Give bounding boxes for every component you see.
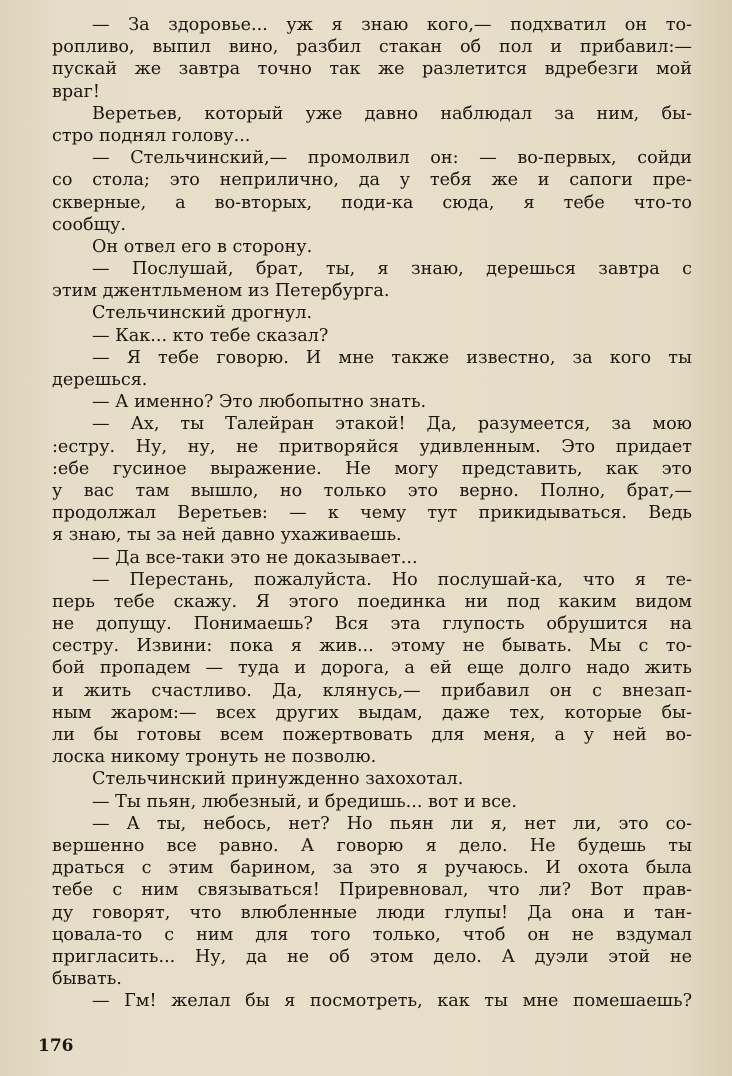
text-line: — Да все-таки это не доказывает...: [92, 547, 418, 568]
text-line: скверные, а во-вторых, поди-ка сюда, я тебе что-то: [52, 192, 692, 213]
text-line: ропливо, выпил вино, разбил стакан об пол и прибавил:—: [52, 37, 692, 58]
text-line: лоска никому тронуть не позволю.: [52, 747, 377, 768]
text-line: тебе с ним связываться! Приревновал, что ли? Вот прав-: [52, 880, 692, 901]
text-line: — Как... кто тебе сказал?: [92, 325, 329, 346]
text-line: пригласить... Ну, да не об этом дело. А дуэли этой не: [52, 946, 692, 967]
text-line: сестру. Извини: пока я жив... этому не бывать. Мы с то-: [52, 636, 692, 657]
text-line: со стола; это неприлично, да у тебя же и сапоги пре-: [52, 170, 692, 191]
text-line: сообщу.: [52, 214, 126, 235]
text-line: — За здоровье... уж я знаю кого,— подхватил он то-: [92, 15, 692, 35]
text-line: — Гм! желал бы я посмотреть, как ты мне помешаешь?: [92, 991, 692, 1012]
text-line: у вас там вышло, но только это верно. Полно, брат,—: [52, 480, 692, 501]
text-line: ду говорят, что влюбленные люди глупы! Да она и тан-: [52, 902, 692, 923]
body-text: [52, 14, 692, 1012]
text-line: не допущу. Понимаешь? Вся эта глупость обрушится на: [52, 614, 692, 635]
text-line: Он отвел его в сторону.: [92, 236, 313, 257]
text-line: — Перестань, пожалуйста. Но послушай-ка, что я те-: [92, 569, 692, 590]
text-line: и жить счастливо. Да, клянусь,— прибавил он с внезап-: [52, 680, 692, 701]
text-line: — Стельчинский,— промолвил он: — во-первых, сойди: [92, 148, 692, 169]
text-line: — А ты, небось, нет? Но пьян ли я, нет ли, это со-: [92, 813, 692, 834]
text-line: :ебе гусиное выражение. Не могу представить, как это: [52, 458, 692, 479]
text-line: цовала-то с ним для того только, чтоб он не вздумал: [52, 924, 692, 945]
text-line: :естру. Ну, ну, не притворяйся удивленным. Это придает: [52, 436, 692, 457]
text-line: — Ах, ты Талейран этакой! Да, разумеется, за мою: [92, 414, 692, 435]
text-line: ли бы готовы всем пожертвовать для меня, а у ней во-: [52, 725, 692, 745]
text-line: враг!: [52, 81, 100, 102]
text-line: этим джентльменом из Петербурга.: [52, 281, 390, 302]
text-line: — Послушай, брат, ты, я знаю, дерешься завтра с: [92, 259, 692, 280]
text-line: пускай же завтра точно так же разлетится вдребезги мой: [52, 59, 692, 80]
text-line: продолжал Веретьев: — к чему тут прикидываться. Ведь: [52, 503, 692, 524]
text-line: — А именно? Это любопытно знать.: [92, 392, 427, 413]
text-line: перь тебе скажу. Я этого поединка ни под каким видом: [52, 591, 692, 612]
text-line: — Ты пьян, любезный, и бредишь... вот и все.: [92, 791, 517, 812]
text-line: вершенно все равно. А говорю я дело. Не будешь ты: [52, 835, 692, 856]
text-line: — Я тебе говорю. И мне также известно, за кого ты: [92, 347, 692, 368]
text-line: бывать.: [52, 969, 122, 990]
text-line: Веретьев, который уже давно наблюдал за ним, бы-: [92, 103, 692, 124]
text-line: бой пропадем — туда и дорога, а ей еще долго надо жить: [52, 658, 692, 679]
text-line: Стельчинский принужденно захохотал.: [92, 769, 464, 790]
text-line: дерешься.: [52, 370, 148, 390]
text-line: ным жаром:— всех других выдам, даже тех, которые бы-: [52, 702, 692, 723]
page-number: 176: [38, 1036, 74, 1056]
text-line: драться с этим барином, за это я ручаюсь. И охота была: [52, 858, 692, 879]
text-line: я знаю, ты за ней давно ухаживаешь.: [52, 525, 402, 546]
text-line: Стельчинский дрогнул.: [92, 303, 313, 324]
text-line: стро поднял голову...: [52, 125, 251, 146]
